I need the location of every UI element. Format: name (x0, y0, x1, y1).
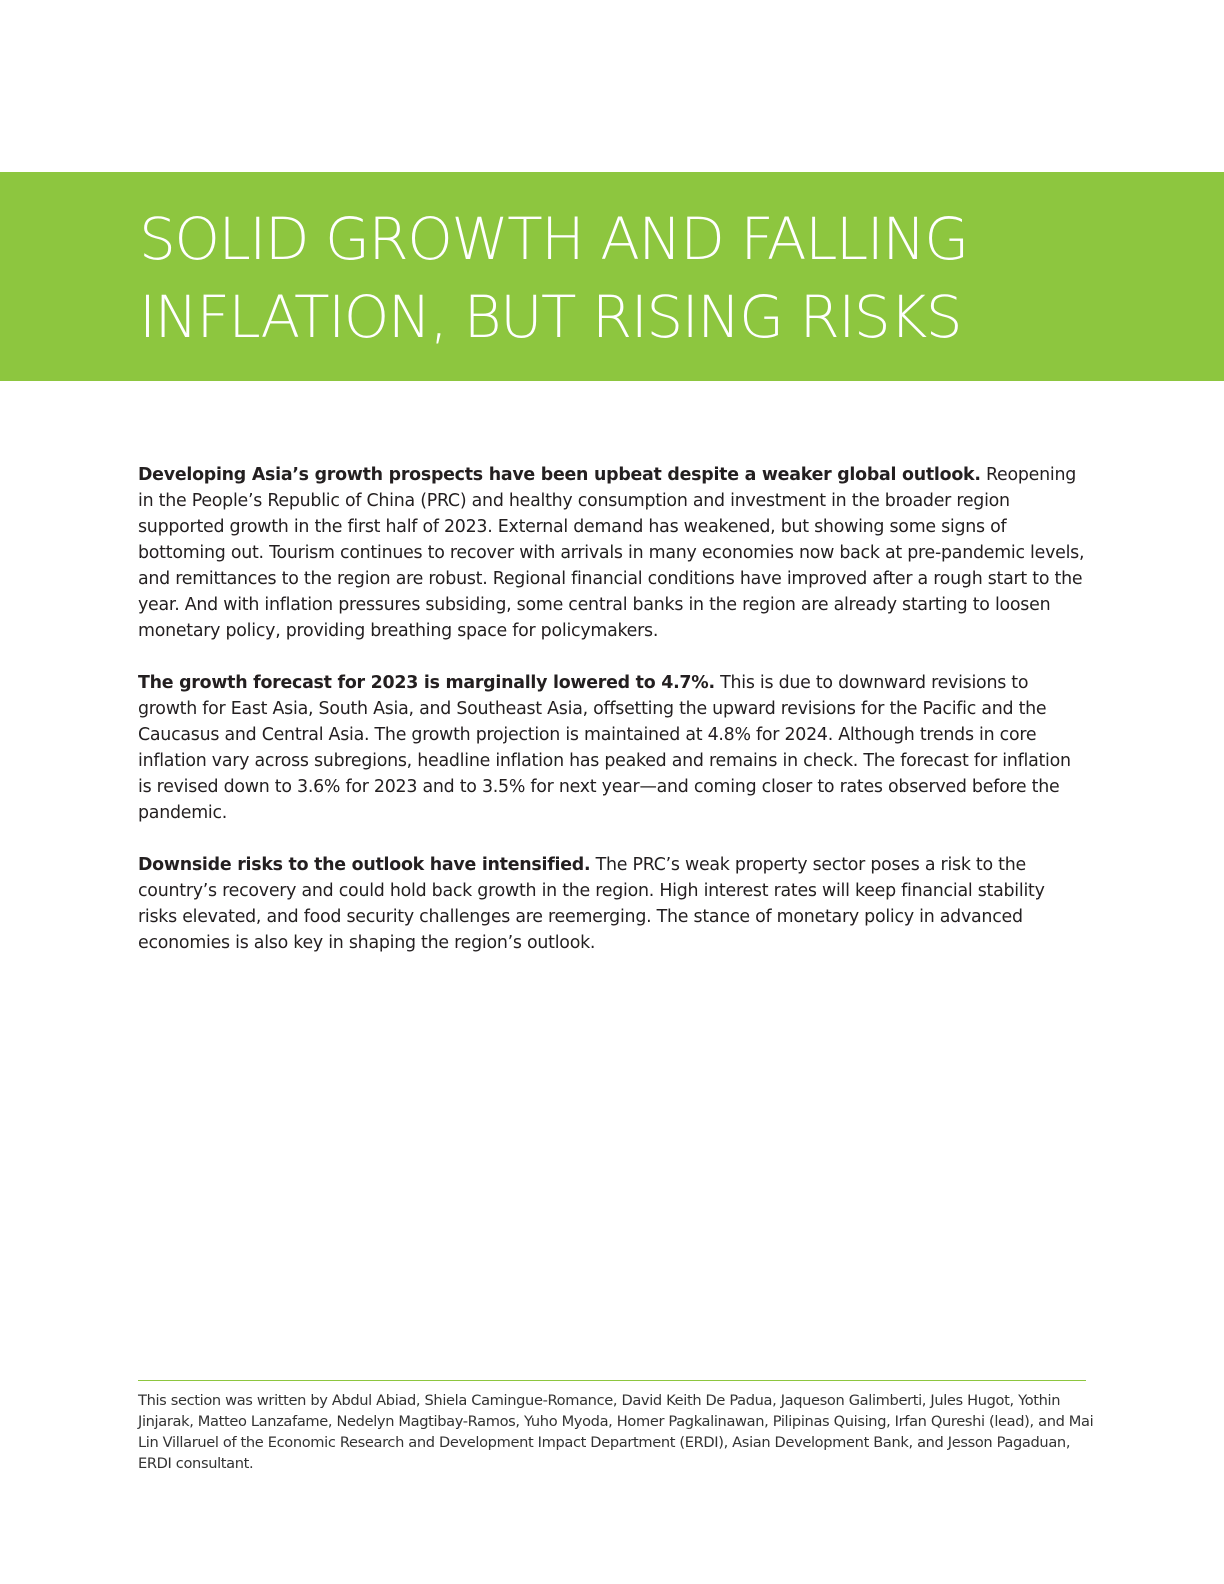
paragraph-growth-prospects (138, 462, 1088, 644)
paragraph-body: The PRC’s weak property sector poses a risk to the country’s recovery and could hold back growth in the region. High interest rates will keep financial stability risks elevated, and food security challenges are reemerging. The stance of monetary policy in advanced economies is also key in shaping the region’s outlook. (138, 855, 1045, 953)
main-content (138, 462, 1088, 982)
paragraph-lead: Downside risks to the outlook have intensified. (138, 855, 591, 875)
paragraph-lead: Developing Asia’s growth prospects have been upbeat despite a weaker global outlook. (138, 465, 981, 485)
paragraph-downside-risks (138, 852, 1088, 956)
paragraph-body: Reopening in the People’s Republic of China (PRC) and healthy consumption and investment in the broader region supported growth in the first half of 2023. External demand has weakened, but showing some signs of bottoming out. Tourism continues to recover with arrivals in many economies now back at pre-pandemic levels, and remittances to the region are robust. Regional financial conditions have improved after a rough start to the year. And with inflation pressures subsiding, some central banks in the region are already starting to loosen monetary policy, providing breathing space for policymakers. (138, 465, 1085, 641)
page-title-line-2: INFLATION, BUT RISING RISKS (139, 283, 962, 351)
title-banner (0, 172, 1224, 381)
paragraph-growth-forecast (138, 670, 1088, 826)
paragraph-body: This is due to downward revisions to growth for East Asia, South Asia, and Southeast Asia, offsetting the upward revisions for the Pacific and the Caucasus and Central Asia. The growth projection is maintained at 4.8% for 2024. Although trends in core inflation vary across subregions, headline inflation has peaked and remains in check. The forecast for inflation is revised down to 3.6% for 2023 and to 3.5% for next year—and coming closer to rates observed before the pandemic. (138, 673, 1071, 823)
page-title (139, 200, 1199, 356)
authors-footnote: This section was written by Abdul Abiad, Shiela Camingue-Romance, David Keith De Padua, Jaqueson Galimberti, Jules Hugot, Yothin Jinjarak, Matteo Lanzafame, Nedelyn Magtibay-Ramos, Yuho Myoda, Homer Pagkalinawan, Pilipinas Quising, Irfan Qureshi (lead), and Mai Lin Villaruel of the Economic Research and Development Impact Department (ERDI), Asian Development Bank, and Jesson Pagaduan, ERDI consultant. (138, 1392, 1094, 1472)
footer-divider (138, 1380, 1086, 1381)
page-title-line-1: SOLID GROWTH AND FALLING (139, 205, 968, 273)
paragraph-lead: The growth forecast for 2023 is marginally lowered to 4.7%. (138, 673, 715, 693)
